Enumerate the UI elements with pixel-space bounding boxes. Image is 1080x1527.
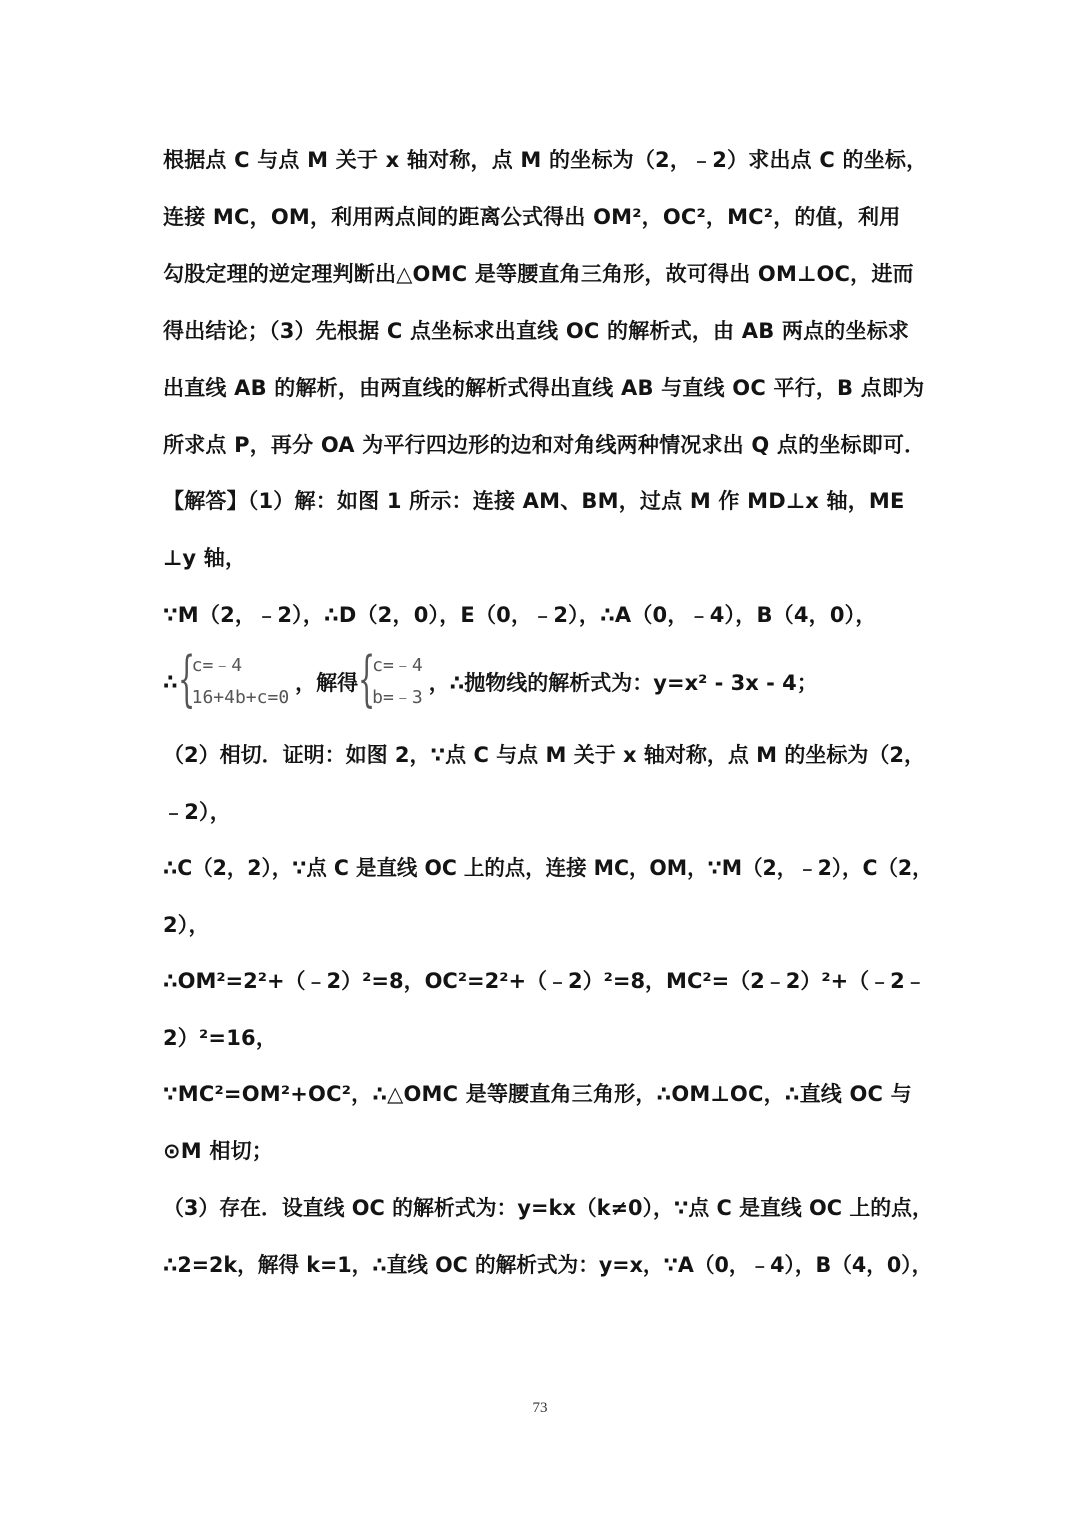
text-line: 根据点 C 与点 M 关于 x 轴对称，点 M 的坐标为（2，﹣2）求出点 C 的坐标， — [163, 148, 928, 172]
text-line: （3）存在．设直线 OC 的解析式为：y=kx（k≠0），∵点 C 是直线 OC 上的点， — [163, 1196, 933, 1220]
text-line: 所求点 P，再分 OA 为平行四边形的边和对角线两种情况求出 Q 点的坐标即可． — [163, 433, 926, 457]
text-line: （2）相切．证明：如图 2，∵点 C 与点 M 关于 x 轴对称，点 M 的坐标为（2， — [163, 743, 925, 767]
text-line: ∴OM²=2²+（﹣2）²=8，OC²=2²+（﹣2）²=8，MC²=（2﹣2）²+（﹣2﹣ — [163, 969, 926, 993]
parabola-result: ，∴抛物线的解析式为：y=x² - 3x - 4； — [428, 671, 818, 695]
equation-system-line — [163, 644, 933, 716]
text-line: 出直线 AB 的解析，由两直线的解析式得出直线 AB 与直线 OC 平行，B 点即为 — [163, 376, 925, 400]
left-brace-icon: { — [177, 644, 195, 714]
equation-row: c=﹣4 — [372, 655, 423, 676]
equation-row: c=﹣4 — [191, 655, 243, 676]
equation-row: 16+4b+c=0 — [191, 687, 290, 708]
text-line: ∴C（2，2），∵点 C 是直线 OC 上的点，连接 MC，OM，∵M（2，﹣2），C（2， — [163, 856, 933, 880]
text-line: 连接 MC，OM，利用两点间的距离公式得出 OM²，OC²，MC²，的值，利用 — [163, 205, 901, 229]
therefore-symbol: ∴ — [163, 670, 178, 694]
text-line: ⊥y 轴， — [163, 546, 247, 570]
equation-system-2 — [358, 644, 423, 714]
equation-system-1 — [177, 644, 290, 714]
text-line: ⊙M 相切； — [163, 1139, 274, 1163]
text-line: 2）， — [163, 913, 210, 937]
text-line: 2）²=16， — [163, 1026, 278, 1050]
text-line: 得出结论；（3）先根据 C 点坐标求出直线 OC 的解析式，由 AB 两点的坐标求 — [163, 319, 910, 343]
text-line: 【解答】（1）解：如图 1 所示：连接 AM、BM，过点 M 作 MD⊥x 轴，ME — [163, 489, 905, 513]
text-line: ∵M（2，﹣2），∴D（2，0），E（0，﹣2），∴A（0，﹣4），B（4，0）， — [163, 603, 877, 627]
text-line: ﹣2）， — [163, 800, 231, 824]
text-line: ∵MC²=OM²+OC²，∴△OMC 是等腰直角三角形，∴OM⊥OC，∴直线 OC 与 — [163, 1082, 912, 1106]
equation-row: b=﹣3 — [372, 687, 423, 708]
page-number: 73 — [532, 1400, 548, 1416]
text-line: ∴2=2k，解得 k=1，∴直线 OC 的解析式为：y=x，∵A（0，﹣4），B（4，0）， — [163, 1253, 933, 1277]
solve-text: ，解得 — [295, 671, 359, 695]
text-line: 勾股定理的逆定理判断出△OMC 是等腰直角三角形，故可得出 OM⊥OC，进而 — [163, 262, 914, 286]
left-brace-icon: { — [358, 644, 376, 714]
